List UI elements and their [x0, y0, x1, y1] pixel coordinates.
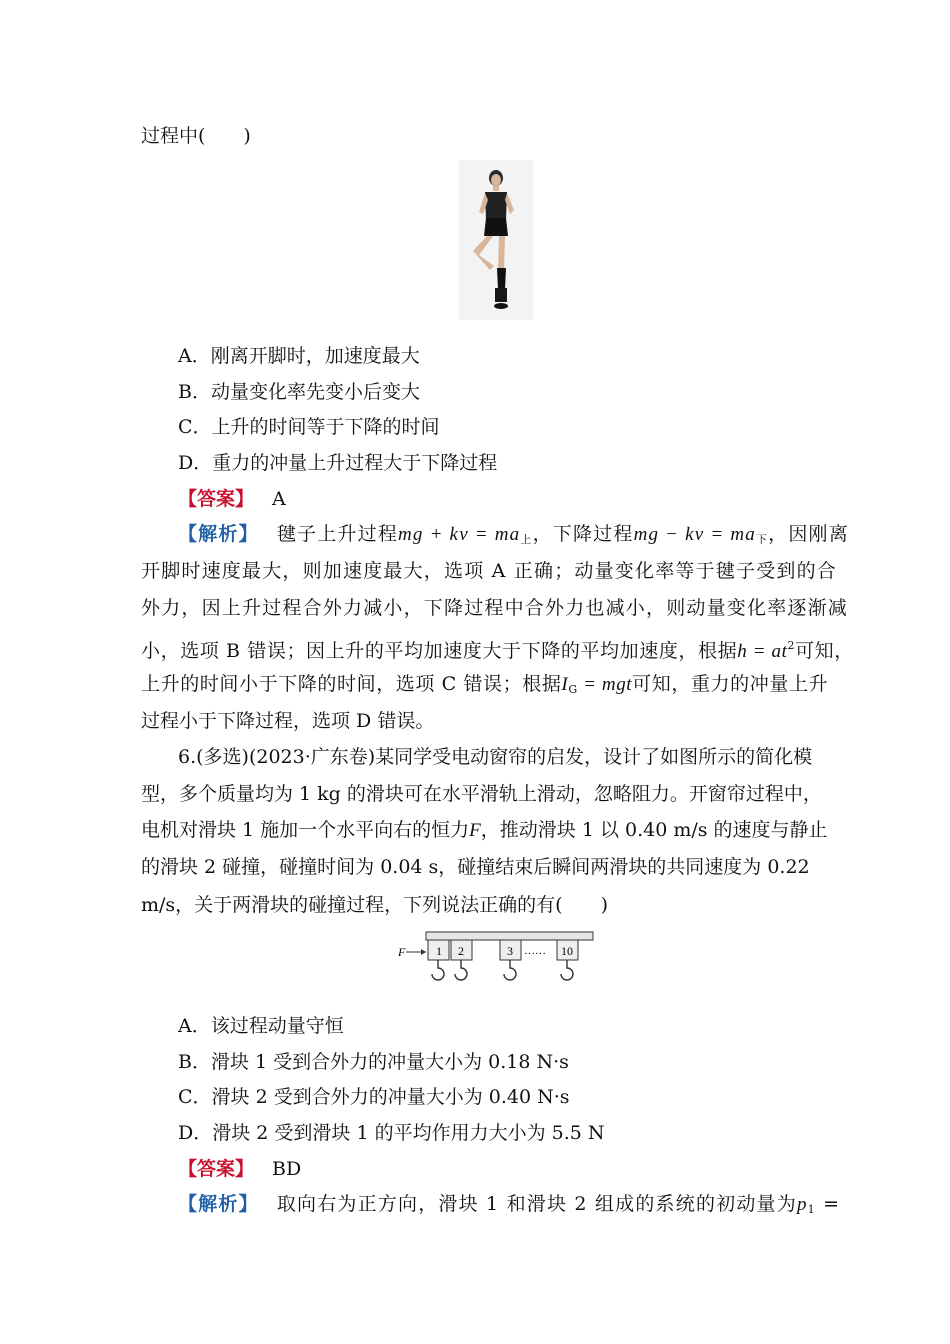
explain-tag: 【解析】 [178, 523, 259, 545]
q5-stem-tail: 过程中( ) [141, 125, 251, 147]
q5-option-a: A．刚离开脚时，加速度最大 [178, 345, 420, 367]
explain-tag: 【解析】 [178, 1193, 259, 1215]
momentum-symbol: p [796, 1194, 808, 1215]
explain-text: ，因刚离 [768, 523, 849, 545]
explain-text: 可知， [795, 640, 854, 662]
explain-text: 取向右为正方向，滑块 1 和滑块 2 组成的系统的初动量为 [276, 1193, 797, 1215]
q6-stem-line-5: m/s，关于两滑块的碰撞过程，下列说法正确的有( ) [141, 894, 608, 916]
q5-explain-line-4 [141, 634, 854, 664]
answer-tag: 【答案】 [178, 488, 255, 510]
q5-explain-line-6: 过程小于下降过程，选项 D 错误。 [141, 710, 435, 732]
q5-option-d: D．重力的冲量上升过程大于下降过程 [178, 452, 498, 474]
subscript-down: 下 [755, 533, 769, 546]
explain-text: ，下降过程 [532, 523, 634, 545]
subscript-g: G [568, 683, 578, 696]
formula-up: mg + kv = ma [398, 524, 521, 545]
q5-answer-line [178, 487, 286, 511]
q6-answer-line [178, 1157, 301, 1181]
subscript-up: 上 [520, 533, 533, 546]
q5-explain-line-1 [178, 522, 849, 552]
explain-text: 可知，重力的冲量上升 [632, 673, 829, 695]
explain-text: = [815, 1193, 841, 1215]
q6-explain-line-1 [178, 1192, 840, 1222]
formula-down: mg − kv = ma [633, 524, 756, 545]
stem-text: ，推动滑块 1 以 0.40 m/s 的速度与静止 [480, 819, 828, 841]
explain-text: 小，选项 B 错误；因上升的平均加速度大于下降的平均加速度，根据 [141, 640, 738, 662]
subscript-1: 1 [807, 1203, 816, 1216]
q6-option-c: C．滑块 2 受到合外力的冲量大小为 0.40 N·s [178, 1086, 570, 1108]
q6-stem-line-1: 6.(多选)(2023·广东卷)某同学受电动窗帘的启发，设计了如图所示的简化模 [178, 746, 813, 768]
q5-explain-line-3: 外力，因上升过程合外力减小，下降过程中合外力也减小，则动量变化率逐渐减 [141, 597, 849, 619]
q6-option-b: B．滑块 1 受到合外力的冲量大小为 0.18 N·s [178, 1051, 569, 1073]
superscript-2: 2 [787, 639, 796, 652]
block-3-label: 3 [507, 944, 513, 958]
q5-option-b: B．动量变化率先变小后变大 [178, 381, 420, 403]
q6-stem-line-3 [141, 818, 828, 843]
ellipsis-dots: …… [524, 945, 546, 957]
hooks [432, 960, 573, 980]
shuttlecock-kicker-photo [459, 160, 533, 320]
q5-explain-line-2: 开脚时速度最大，则加速度最大，选项 A 正确；动量变化率等于毽子受到的合 [141, 560, 838, 582]
q5-explain-line-5 [141, 672, 828, 702]
formula-impulse: I [561, 674, 569, 695]
block-10-label: 10 [561, 944, 573, 958]
explain-text: 毽子上升过程 [276, 523, 399, 545]
sliding-blocks-diagram [392, 930, 594, 986]
q6-stem-line-4: 的滑块 2 碰撞，碰撞时间为 0.04 s，碰撞结束后瞬间两滑块的共同速度为 0.22 [141, 856, 810, 878]
q6-option-d: D．滑块 2 受到滑块 1 的平均作用力大小为 5.5 N [178, 1122, 605, 1144]
block-2-label: 2 [458, 944, 464, 958]
q6-answer-value: BD [272, 1158, 302, 1180]
answer-tag: 【答案】 [178, 1158, 255, 1180]
q5-option-c: C．上升的时间等于下降的时间 [178, 416, 440, 438]
q6-stem-line-2: 型，多个质量均为 1 kg 的滑块可在水平滑轨上滑动，忽略阻力。开窗帘过程中， [141, 783, 822, 805]
q5-answer-value: A [272, 488, 286, 510]
block-1-label: 1 [436, 944, 442, 958]
q6-option-a: A．该过程动量守恒 [178, 1015, 344, 1037]
stem-text: 电机对滑块 1 施加一个水平向右的恒力 [141, 819, 470, 841]
force-symbol: F [469, 820, 481, 841]
formula-impulse-rhs: = mgt [577, 674, 633, 695]
force-label: F [398, 945, 406, 959]
explain-text: 上升的时间小于下降的时间，选项 C 错误；根据 [141, 673, 562, 695]
formula-h: h = at [737, 641, 788, 662]
